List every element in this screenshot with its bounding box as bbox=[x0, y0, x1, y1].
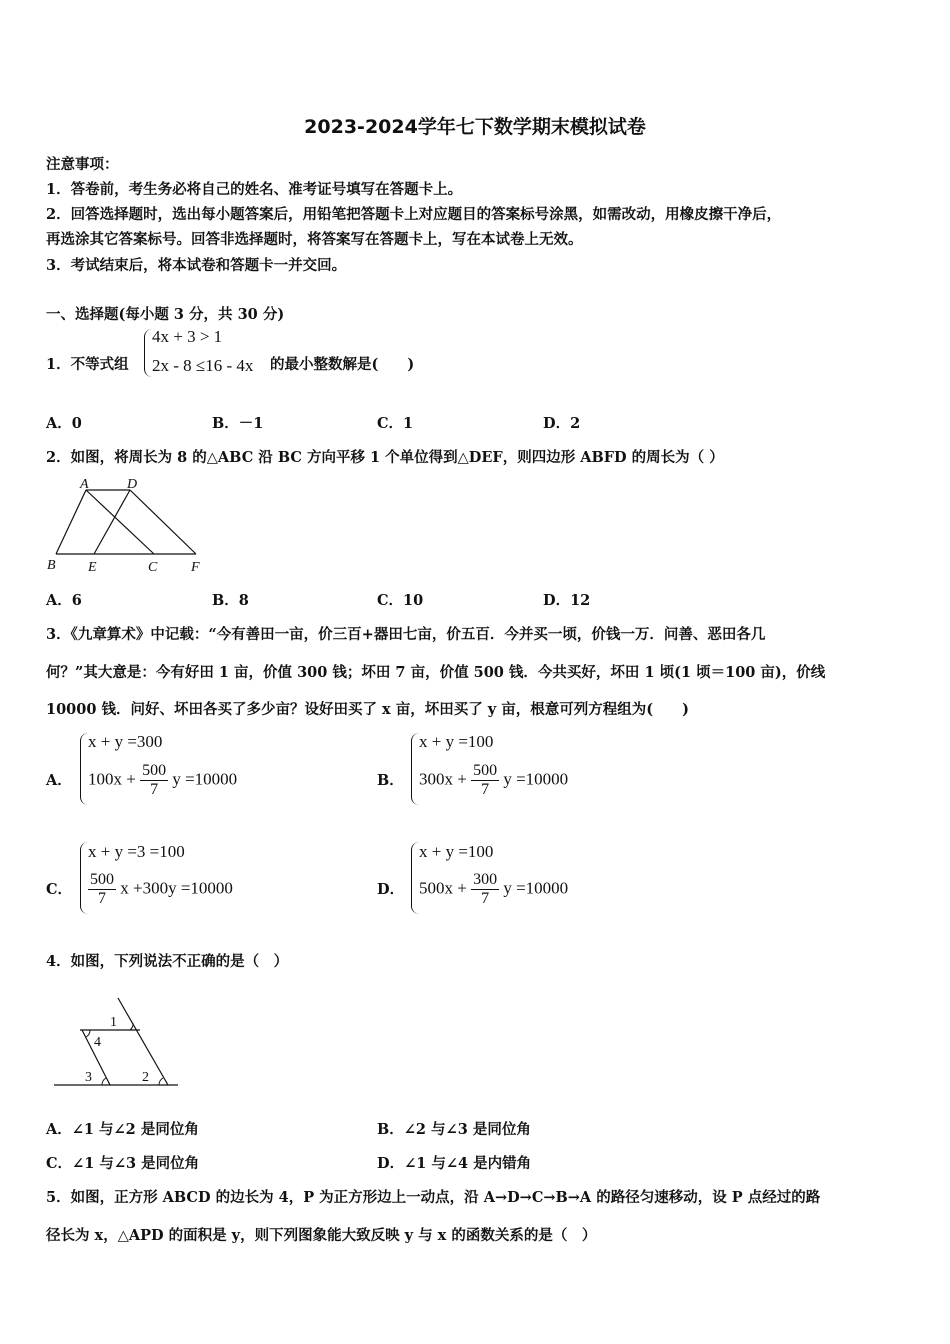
q2-option-b: B．8 bbox=[212, 592, 249, 609]
q5-line1: 5．如图，正方形 ABCD 的边长为 4，P 为正方形边上一动点，沿 A→D→C→B→A 的路径匀速移动，设 P 点经过的路 bbox=[46, 1189, 821, 1206]
q3-line2: 何？”其大意是：今有好田 1 亩，价值 300 钱；坏田 7 亩，价值 500 钱．今共买好，坏田 1 顷(1 顷＝100 亩)，价线 bbox=[46, 664, 826, 681]
q3-option-b-den: 7 bbox=[481, 781, 490, 798]
q4-label-2: 2 bbox=[142, 1070, 149, 1085]
q2-line-df bbox=[130, 490, 196, 554]
q3-option-a-eq2 bbox=[88, 762, 237, 799]
q3-option-b-tail: y =10000 bbox=[503, 769, 569, 789]
q3-option-b-frac bbox=[471, 762, 499, 799]
q4-figure bbox=[52, 994, 182, 1090]
q2-label-c: C bbox=[148, 560, 158, 575]
section-heading: 一、选择题(每小题 3 分，共 30 分) bbox=[46, 306, 285, 323]
q4-option-d: D．∠1 与∠4 是内错角 bbox=[377, 1155, 532, 1172]
q4-text: 4．如图，下列说法不正确的是（ ） bbox=[46, 953, 289, 970]
q1-prefix: 1．不等式组 bbox=[46, 356, 129, 373]
q3-option-c-frac bbox=[88, 871, 116, 908]
q3-option-c-den: 7 bbox=[98, 890, 106, 907]
q1-suffix: 的最小整数解是( ) bbox=[270, 356, 415, 373]
q3-option-d-lead: 500x + bbox=[419, 878, 467, 898]
q3-option-c-eq2 bbox=[88, 871, 233, 908]
q3-option-d-frac bbox=[471, 871, 499, 908]
q3-option-b-label: B． bbox=[377, 772, 404, 789]
q2-figure bbox=[44, 476, 214, 580]
q2-option-a: A．6 bbox=[46, 592, 82, 609]
notice-item-1: 1．答卷前，考生务必将自己的姓名、准考证号填写在答题卡上。 bbox=[46, 181, 463, 198]
q3-option-b-eq1: x + y =100 bbox=[419, 732, 494, 751]
q2-line-ac bbox=[86, 490, 154, 554]
q3-option-a-num: 500 bbox=[142, 762, 167, 779]
q2-text: 2．如图，将周长为 8 的△ABC 沿 BC 方向平移 1 个单位得到△DEF，则四边形 ABFD 的周长为（ ） bbox=[46, 449, 724, 466]
q4-label-4: 4 bbox=[94, 1035, 101, 1050]
q5-line2: 径长为 x，△APD 的面积是 y，则下列图象能大致反映 y 与 x 的函数关系的是（ ） bbox=[46, 1227, 597, 1244]
q3-option-c-eq1: x + y =3 =100 bbox=[88, 842, 185, 861]
q3-option-a-frac bbox=[140, 762, 168, 799]
q4-option-a: A．∠1 与∠2 是同位角 bbox=[46, 1121, 199, 1138]
q3-line3: 10000 钱．问好、坏田各买了多少亩？设好田买了 x 亩，坏田买了 y 亩，根意可列方程组为( ) bbox=[46, 701, 689, 718]
q3-option-b-eq2 bbox=[419, 762, 568, 799]
q4-figure-svg bbox=[52, 994, 182, 1090]
q3-option-d-eq2 bbox=[419, 871, 568, 908]
q3-option-b-num: 500 bbox=[473, 762, 498, 779]
q4-option-b: B．∠2 与∠3 是同位角 bbox=[377, 1121, 531, 1138]
q1-option-b: B．－1 bbox=[212, 415, 264, 432]
q4-label-3: 3 bbox=[85, 1070, 92, 1085]
q2-label-d: D bbox=[127, 477, 138, 492]
q4-arc-1 bbox=[130, 1023, 133, 1030]
q3-option-a-den: 7 bbox=[150, 781, 159, 798]
q2-label-f: F bbox=[191, 560, 200, 575]
q1-option-c: C．1 bbox=[377, 415, 414, 432]
q2-option-c: C．10 bbox=[377, 592, 424, 609]
q2-line-de bbox=[94, 490, 130, 554]
q4-arc-3 bbox=[102, 1078, 106, 1085]
q3-option-a-eq1: x + y =300 bbox=[88, 732, 163, 751]
notice-item-2-cont: 再选涂其它答案标号。回答非选择题时，将答案写在答题卡上，写在本试卷上无效。 bbox=[46, 231, 583, 248]
q3-line1: 3．《九章算术》中记载：“今有善田一亩，价三百+器田七亩，价五百．今并买一顷，价钱一万．问善、恶田各几 bbox=[46, 626, 766, 643]
q3-option-a-label: A． bbox=[46, 772, 72, 789]
q3-option-d-eq1: x + y =100 bbox=[419, 842, 494, 861]
q3-option-b-lead: 300x + bbox=[419, 769, 467, 789]
q3-option-a-tail: y =10000 bbox=[172, 769, 238, 789]
q3-option-d-num: 300 bbox=[473, 871, 498, 888]
notice-item-2: 2．回答选择题时，选出每小题答案后，用铅笔把答题卡上对应题目的答案标号涂黑，如需改动，用橡皮擦干净后， bbox=[46, 206, 782, 223]
q3-option-c-tail: x +300y =10000 bbox=[120, 878, 233, 898]
q4-arc-2 bbox=[159, 1078, 163, 1085]
q4-option-c: C．∠1 与∠3 是同位角 bbox=[46, 1155, 200, 1172]
q2-label-a: A bbox=[80, 477, 89, 492]
page-title: 2023-2024学年七下数学期末模拟试卷 bbox=[304, 116, 646, 138]
q3-option-d-label: D． bbox=[377, 881, 405, 898]
q3-option-a-lead: 100x + bbox=[88, 769, 136, 789]
q1-line1: 4x + 3 > 1 bbox=[152, 327, 223, 346]
q3-option-d-den: 7 bbox=[481, 890, 490, 907]
q2-label-b: B bbox=[47, 558, 56, 573]
q1-line2: 2x - 8 ≤16 - 4x bbox=[152, 356, 254, 375]
q4-arc-4 bbox=[86, 1030, 90, 1037]
q3-option-d-tail: y =10000 bbox=[503, 878, 569, 898]
q2-label-e: E bbox=[88, 560, 97, 575]
notice-item-3: 3．考试结束后，将本试卷和答题卡一并交回。 bbox=[46, 257, 347, 274]
q2-option-d: D．12 bbox=[543, 592, 591, 609]
notice-heading: 注意事项： bbox=[46, 156, 119, 173]
q1-option-d: D．2 bbox=[543, 415, 581, 432]
q3-option-c-label: C． bbox=[46, 881, 73, 898]
q1-option-a: A．0 bbox=[46, 415, 82, 432]
q2-line-ab bbox=[56, 490, 86, 554]
q2-figure-svg bbox=[44, 476, 214, 580]
q4-label-1: 1 bbox=[110, 1015, 117, 1030]
q3-option-c-num: 500 bbox=[90, 871, 114, 888]
